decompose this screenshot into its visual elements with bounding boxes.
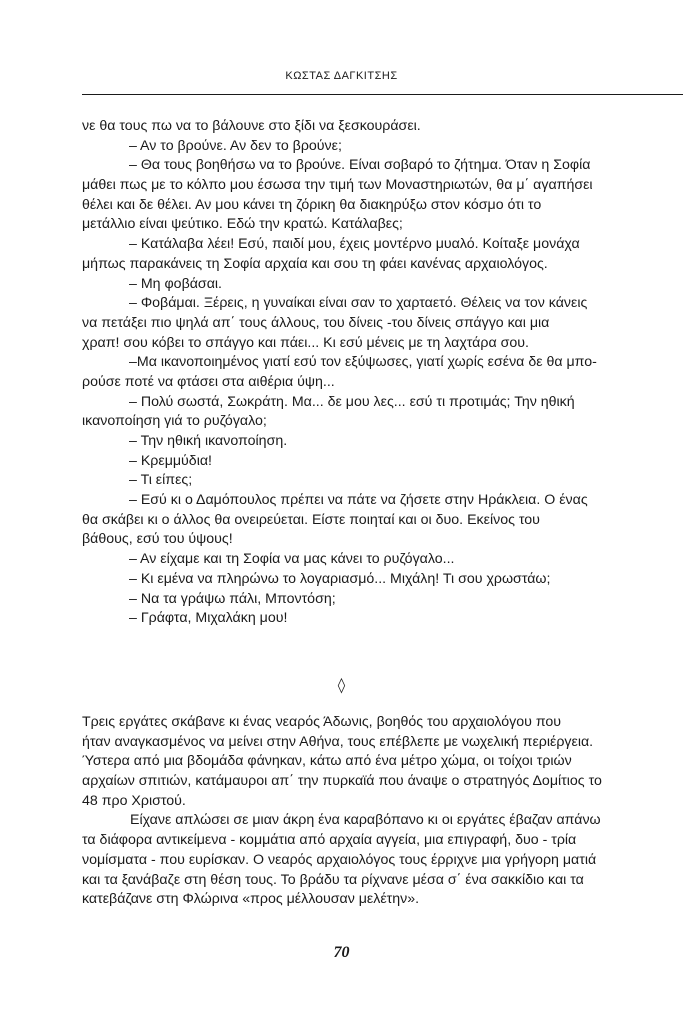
text-line: – Να τα γράψω πάλι, Μποντόση; [129,590,336,607]
text-line: κατεβάζανε στη Φλώρινα «προς μέλλουσαν μελέτην». [82,891,420,908]
text-line: –Μα ικανοποιημένος γιατί εσύ τον εξύψωσες, γιατί χωρίς εσένα δε θα μπο- [129,354,597,371]
header-rule [82,94,683,95]
text-line: τα διάφορα αντικείμενα - κομμάτια από αρχαία αγγεία, μια επιγραφή, δυο - τρία [82,832,577,849]
text-line: και τα ξανάβαζε στη θέση τους. Το βράδυ τα ρίχνανε μέσα σ΄ ένα σακκίδιο και τα [82,871,584,888]
text-line: – Εσύ κι ο Δαμόπουλος πρέπει να πάτε να ζήσετε στην Ηράκλεια. Ο ένας [129,492,588,509]
text-line: νε θα τους πω να το βάλουνε στο ξίδι να ξεσκουράσει. [82,118,421,134]
text-line: μήπως παρακάνεις τη Σοφία αρχαία και σου τη φάει κανένας αρχαιολόγος. [82,255,548,272]
page-number: 70 [333,944,350,961]
text-line: Είχανε απλώσει σε μιαν άκρη ένα καραβόπανο κι οι εργάτες έβαζαν απάνω [130,812,601,829]
narrative-section [82,713,683,910]
text-line: μετάλλιο είναι ψεύτικο. Εδώ την κρατώ. Κατάλαβες; [82,216,403,233]
text-line: – Φοβάμαι. Ξέρεις, η γυναίκαι είναι σαν το χαρταετό. Θέλεις να τον κάνεις [129,295,588,312]
text-line: μάθει πως με το κόλπο μου έσωσα την τιμή των Μοναστηριωτών, θα μ΄ αγαπήσει [82,177,593,194]
text-line: – Την ηθική ικανοποίηση. [129,433,288,449]
text-line: βάθους, εσύ του ύψους! [82,531,233,548]
text-line: Τρεις εργάτες σκάβανε κι ένας νεαρός Άδωνις, βοηθός του αρχαιολόγου που [82,714,562,730]
text-line: – Θα τους βοηθήσω να το βρούνε. Είναι σοβαρό το ζήτημα. Όταν η Σοφία [129,157,591,174]
text-line: θέλει και δε θέλει. Αν μου κάνει τη ζόρικη θα διακηρύξω στον κόσμο ότι το [82,196,542,213]
text-line: – Πολύ σωστά, Σωκράτη. Μα... δε μου λες... εσύ τι προτιμάς; Την ηθική [129,393,575,410]
text-line: αρχαίων σπιτιών, κατάμαυροι απ΄ την πυρκαϊά που άναψε ο στρατηγός Δομίτιος το [82,773,602,790]
text-line: 48 προ Χριστού. [82,792,186,809]
text-line: – Αν το βρούνε. Αν δεν το βρούνε; [129,137,342,154]
text-line: θα σκάβει κι ο άλλος θα ονειρεύεται. Είστε ποιηταί και οι δυο. Εκείνος του [82,511,540,528]
text-line: ικανοποίηση γιά το ρυζόγαλο; [82,413,267,430]
dialogue-section [82,117,683,629]
text-line: να πετάξει πιο ψηλά απ΄ τους άλλους, του δίνεις -του δίνεις σπάγγο και μια [82,314,550,331]
text-line: Ύστερα από μια βδομάδα φάνηκαν, κάτω από ένα μέτρο χώμα, οι τοίχοι τριών [82,753,572,770]
text-line: – Αν είχαμε και τη Σοφία να μας κάνει το ρυζόγαλο... [129,551,455,568]
text-line: ήταν αναγκασμένος να μείνει στην Αθήνα, τους επέβλεπε με νωχελική περιέργεια. [82,733,594,750]
section-separator-diamond: ◊ [337,676,346,694]
running-header-author: ΚΩΣΤΑΣ ΔΑΓΚΙΤΣΗΣ [285,70,398,82]
text-line: – Κι εμένα να πληρώνω το λογαριασμό... Μιχάλη! Τι σου χρωστάω; [129,570,551,587]
text-line: – Μη φοβάσαι. [129,275,222,292]
text-line: νομίσματα - που ευρίσκαν. Ο νεαρός αρχαιολόγος τους έρριχνε μια γρήγορη ματιά [82,851,597,868]
text-line: – Κρεμμύδια! [129,452,212,469]
text-line: χραπ! σου κόβει το σπάγγο και πάει... Κι εσύ μένεις με τη λαχτάρα σου. [82,334,529,351]
text-line: – Γράφτα, Μιχαλάκη μου! [129,610,288,627]
text-line: ρούσε ποτέ να φτάσει στα αιθέρια ύψη... [82,373,335,390]
text-line: – Τι είπες; [129,472,193,489]
text-line: – Κατάλαβα λέει! Εσύ, παιδί μου, έχεις μοντέρνο μυαλό. Κοίταξε μονάχα [129,236,580,253]
